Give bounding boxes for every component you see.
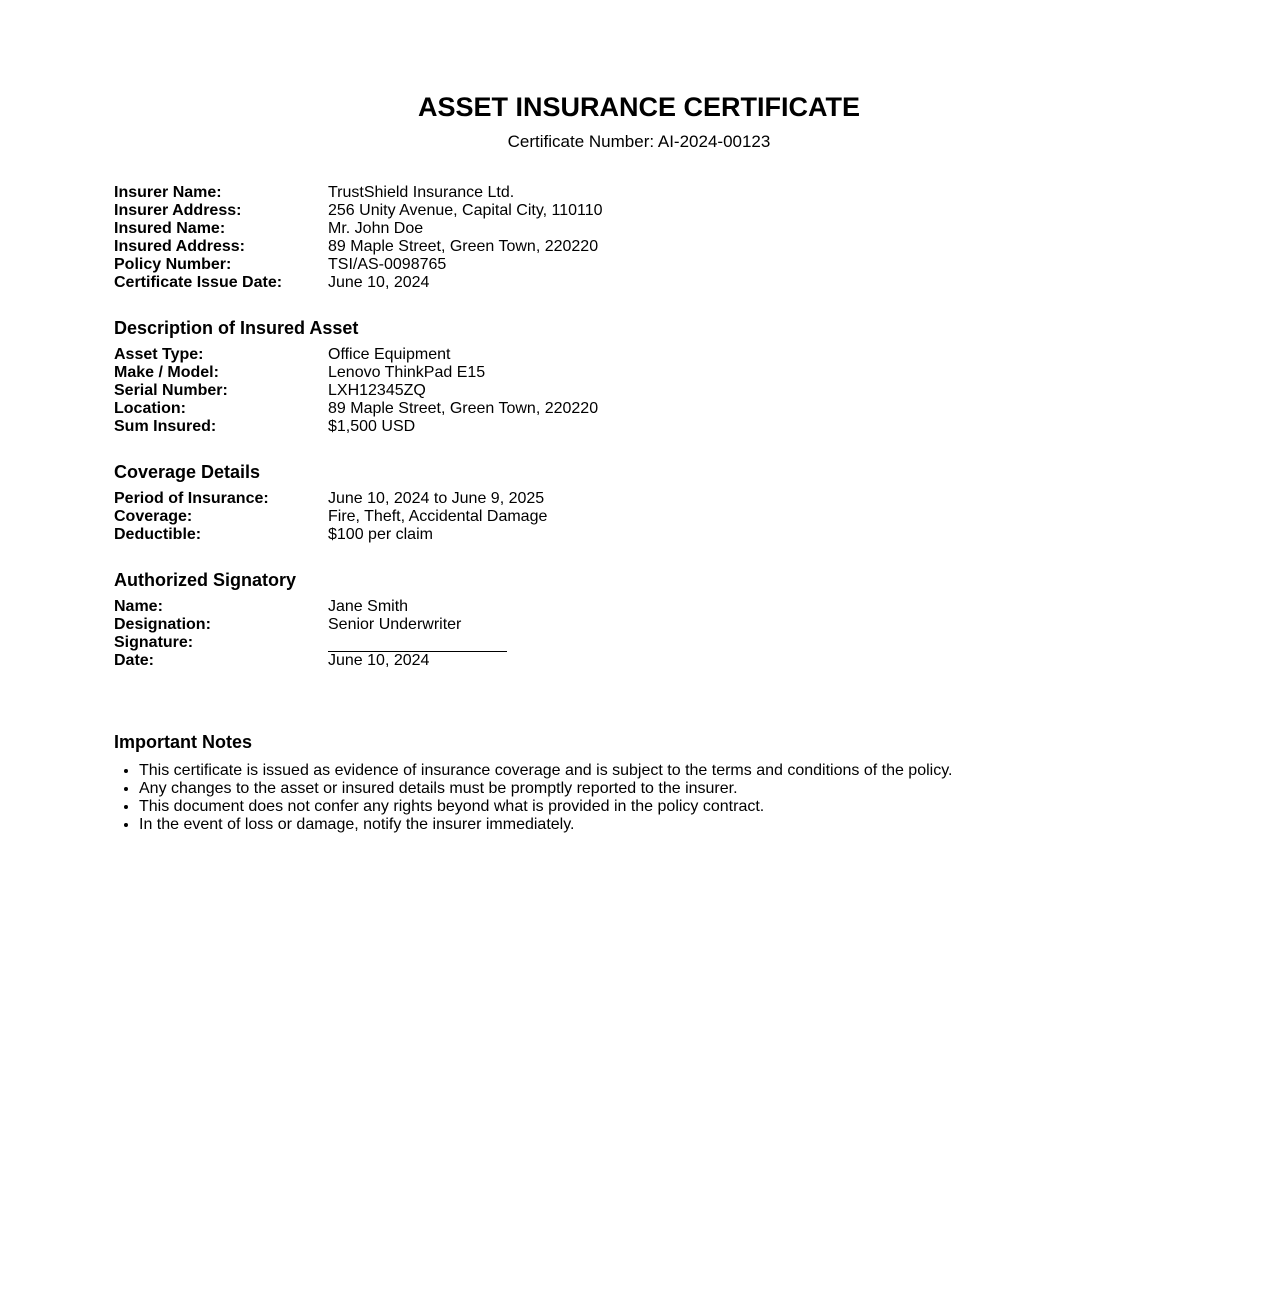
designation-row — [114, 616, 1164, 634]
field-value: 256 Unity Avenue, Capital City, 110110 — [328, 202, 603, 219]
list-item: • This document does not confer any rights beyond what is provided in the policy contract. — [139, 798, 952, 816]
field-value: Senior Underwriter — [328, 616, 462, 633]
field-value: Mr. John Doe — [328, 220, 424, 237]
insurer-name-row — [114, 184, 1164, 202]
insured-address-row — [114, 238, 1164, 256]
field-value: 89 Maple Street, Green Town, 220220 — [328, 400, 599, 417]
asset-type-row — [114, 346, 1164, 364]
field-value: June 10, 2024 — [328, 274, 430, 291]
period-row — [114, 490, 1164, 508]
coverage-block — [114, 490, 1164, 544]
field-label: Coverage: — [114, 508, 193, 525]
issue-date-row — [114, 274, 1164, 292]
parties-block — [114, 184, 1164, 292]
field-value: 89 Maple Street, Green Town, 220220 — [328, 238, 599, 255]
list-item: • Any changes to the asset or insured details must be promptly reported to the insurer. — [139, 780, 952, 798]
asset-block — [114, 346, 1164, 436]
signature-row — [114, 634, 1164, 652]
signature-line — [328, 634, 507, 652]
field-label: Date: — [114, 652, 155, 669]
field-value: Lenovo ThinkPad E15 — [328, 364, 486, 381]
make-model-row — [114, 364, 1164, 382]
notes-list — [114, 762, 952, 834]
field-label: Insured Name: — [114, 220, 226, 237]
coverage-section-heading: Coverage Details — [114, 462, 261, 482]
field-label: Insurer Address: — [114, 202, 242, 219]
field-value: LXH12345ZQ — [328, 382, 426, 399]
field-label: Make / Model: — [114, 364, 219, 381]
list-item: • This certificate is issued as evidence of insurance coverage and is subject to the terms and conditions of the policy. — [139, 762, 952, 780]
field-value: Fire, Theft, Accidental Damage — [328, 508, 548, 525]
policy-number-row — [114, 256, 1164, 274]
field-value: Jane Smith — [328, 598, 409, 615]
field-value: June 10, 2024 to June 9, 2025 — [328, 490, 545, 507]
coverage-row — [114, 508, 1164, 526]
field-label: Deductible: — [114, 526, 202, 543]
field-label: Serial Number: — [114, 382, 228, 399]
field-value: Office Equipment — [328, 346, 451, 363]
field-value: $100 per claim — [328, 526, 433, 543]
deductible-row — [114, 526, 1164, 544]
field-value: TSI/AS-0098765 — [328, 256, 447, 273]
signatory-name-row — [114, 598, 1164, 616]
field-label: Name: — [114, 598, 163, 615]
notes-section-heading: Important Notes — [114, 732, 253, 752]
signatory-section-heading: Authorized Signatory — [114, 570, 297, 590]
field-label: Location: — [114, 400, 186, 417]
field-label: Sum Insured: — [114, 418, 217, 435]
field-label: Asset Type: — [114, 346, 204, 363]
field-value: $1,500 USD — [328, 418, 416, 435]
field-label: Period of Insurance: — [114, 490, 269, 507]
sum-insured-row — [114, 418, 1164, 436]
field-label: Signature: — [114, 634, 194, 651]
field-value: TrustShield Insurance Ltd. — [328, 184, 515, 201]
field-label: Policy Number: — [114, 256, 232, 273]
field-label: Insured Address: — [114, 238, 245, 255]
field-label: Certificate Issue Date: — [114, 274, 283, 291]
certificate-title: ASSET INSURANCE CERTIFICATE — [417, 92, 861, 122]
signatory-block — [114, 598, 1164, 670]
asset-section-heading: Description of Insured Asset — [114, 318, 359, 338]
certificate-number: Certificate Number: AI-2024-00123 — [507, 132, 771, 151]
field-label: Designation: — [114, 616, 211, 633]
location-row — [114, 400, 1164, 418]
serial-number-row — [114, 382, 1164, 400]
field-label: Insurer Name: — [114, 184, 222, 201]
field-value: June 10, 2024 — [328, 652, 430, 669]
signatory-date-row — [114, 652, 1164, 670]
signature-field — [328, 634, 1164, 652]
insured-name-row — [114, 220, 1164, 238]
insurer-address-row — [114, 202, 1164, 220]
list-item: • In the event of loss or damage, notify the insurer immediately. — [139, 816, 952, 834]
